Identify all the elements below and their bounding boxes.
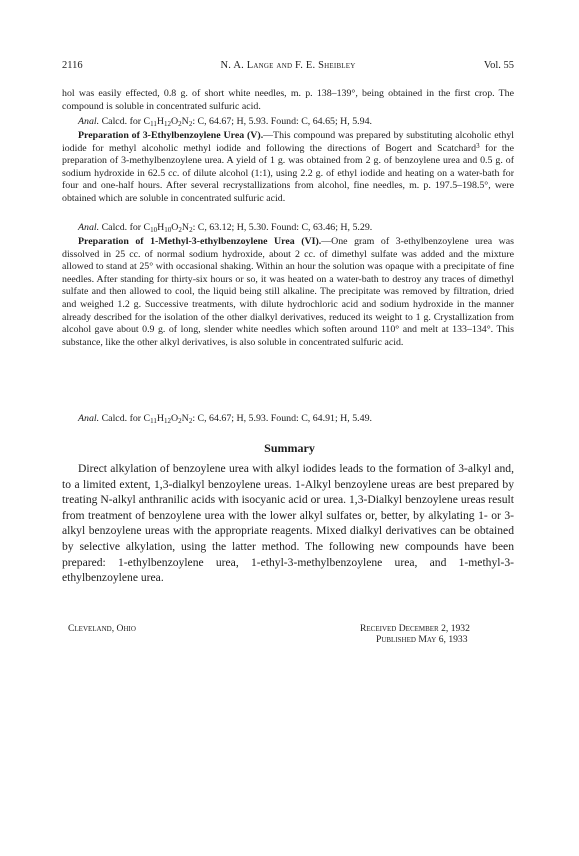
section-heading: Preparation of 1-Methyl-3-ethylbenzoylene Urea (VI).: [78, 236, 322, 247]
section-heading: Preparation of 3-Ethylbenzoylene Urea (V).: [78, 130, 264, 141]
page-number: 2116: [62, 60, 83, 71]
analysis-line-1: Anal. Calcd. for $C_{11}H_{12}O_2N_2$: C, 64.67; H, 5.93. Found: C, 64.65; H, 5.94.: [78, 116, 372, 128]
summary-heading: Summary: [264, 441, 315, 455]
continued-paragraph: hol was easily effected, 0.8 g. of short white needles, m. p. 138–139°, being obtained in the first crop. The compound is soluble in concentrated sulfuric acid.: [62, 88, 514, 112]
running-authors: N. A. Lange and F. E. Sheibley: [220, 60, 356, 71]
prep-section-vi: Preparation of 1-Methyl-3-ethylbenzoylene Urea (VI).—One gram of 3-ethylbenzoylene urea was dissolved in 25 cc. of normal sodium hydroxide, about 2 cc. of dimethyl sulfate was added and the mixture allowed to stand at 25° with occasional shaking. Within an hour the solution was opaque with a precipitate of fine needles. After standing for thirty-six hours or so, it was heated on a water-bath to destroy any traces of dimethyl sulfate and then allowed to cool, the liquid being still alkaline. The precipitate was removed by filtration, dried and weighed 1.2 g. Successive treatments, with dilute hydrochloric acid and sodium hydroxide in the manner already described for the isolation of the other dialkyl derivatives, reduced its weight to 1 g. Crystallization from alcohol gave about 0.9 g. of long, slender white needles which soften around 110° and melt at 133–134°. This substance, like the other alkyl derivatives, is also soluble in concentrated sulfuric acid.: [62, 236, 514, 348]
analysis-line-2: Anal. Calcd. for $C_{10}H_{10}O_2N_2$: C, 63.12; H, 5.30. Found: C, 63.46; H, 5.29.: [78, 222, 373, 234]
published-date: Published May 6, 1933: [376, 633, 468, 645]
analysis-line-3: Anal. Calcd. for $C_{11}H_{12}O_2N_2$: C, 64.67; H, 5.93. Found: C, 64.91; H, 5.49.: [78, 413, 372, 425]
running-header: [62, 60, 514, 78]
summary-body: Direct alkylation of benzoylene urea with alkyl iodides leads to the formation of 3-alkyl and, to a limited extent, 1,3-dialkyl benzoylene ureas. 1-Alkyl benzoylene ureas are best prepared by treating N-alkyl anthranilic acids with isocyanic acid or urea. 1,3-Dialkyl benzoylene ureas result from treatment of benzoylene urea with the lower alkyl sulfates or, better, by alkylating 1- or 3-alkyl benzoylene ureas with the appropriate reagents. Mixed dialkyl derivatives can be obtained by selective alkylation, using the latter method. The following new compounds have been prepared: 1-ethylbenzoylene urea, 1-ethyl-3-methylbenzoylene urea, and 1-methyl-3-ethylbenzoylene urea.: [62, 462, 514, 585]
location-line: Cleveland, Ohio: [68, 623, 136, 634]
footnote-ref: 3: [476, 141, 480, 150]
received-date: Received December 2, 1932: [360, 623, 470, 634]
prep-section-v: Preparation of 3-Ethylbenzoylene Urea (V).—This compound was prepared by substituting alcoholic ethyl iodide for methyl alcoholic methyl iodide and following the directions of Bogert and Scatchard$^3$ for the preparation of 3-methylbenzoylene urea. A yield of 1 g. was obtained from 2 g. of benzoylene urea and 0.5 g. of sodium hydroxide in 62.5 cc. of dilute alcohol (1:1), using 2.2 g. of ethyl iodide and heating on a water-bath for four and one-half hours. After several recrystallizations from alcohol, fine needles, m. p. 197.5–198.5°, were obtained which are soluble in concentrated sulfuric acid.: [62, 130, 514, 204]
dates-block: [360, 624, 470, 645]
volume-label: Vol. 55: [483, 60, 514, 71]
